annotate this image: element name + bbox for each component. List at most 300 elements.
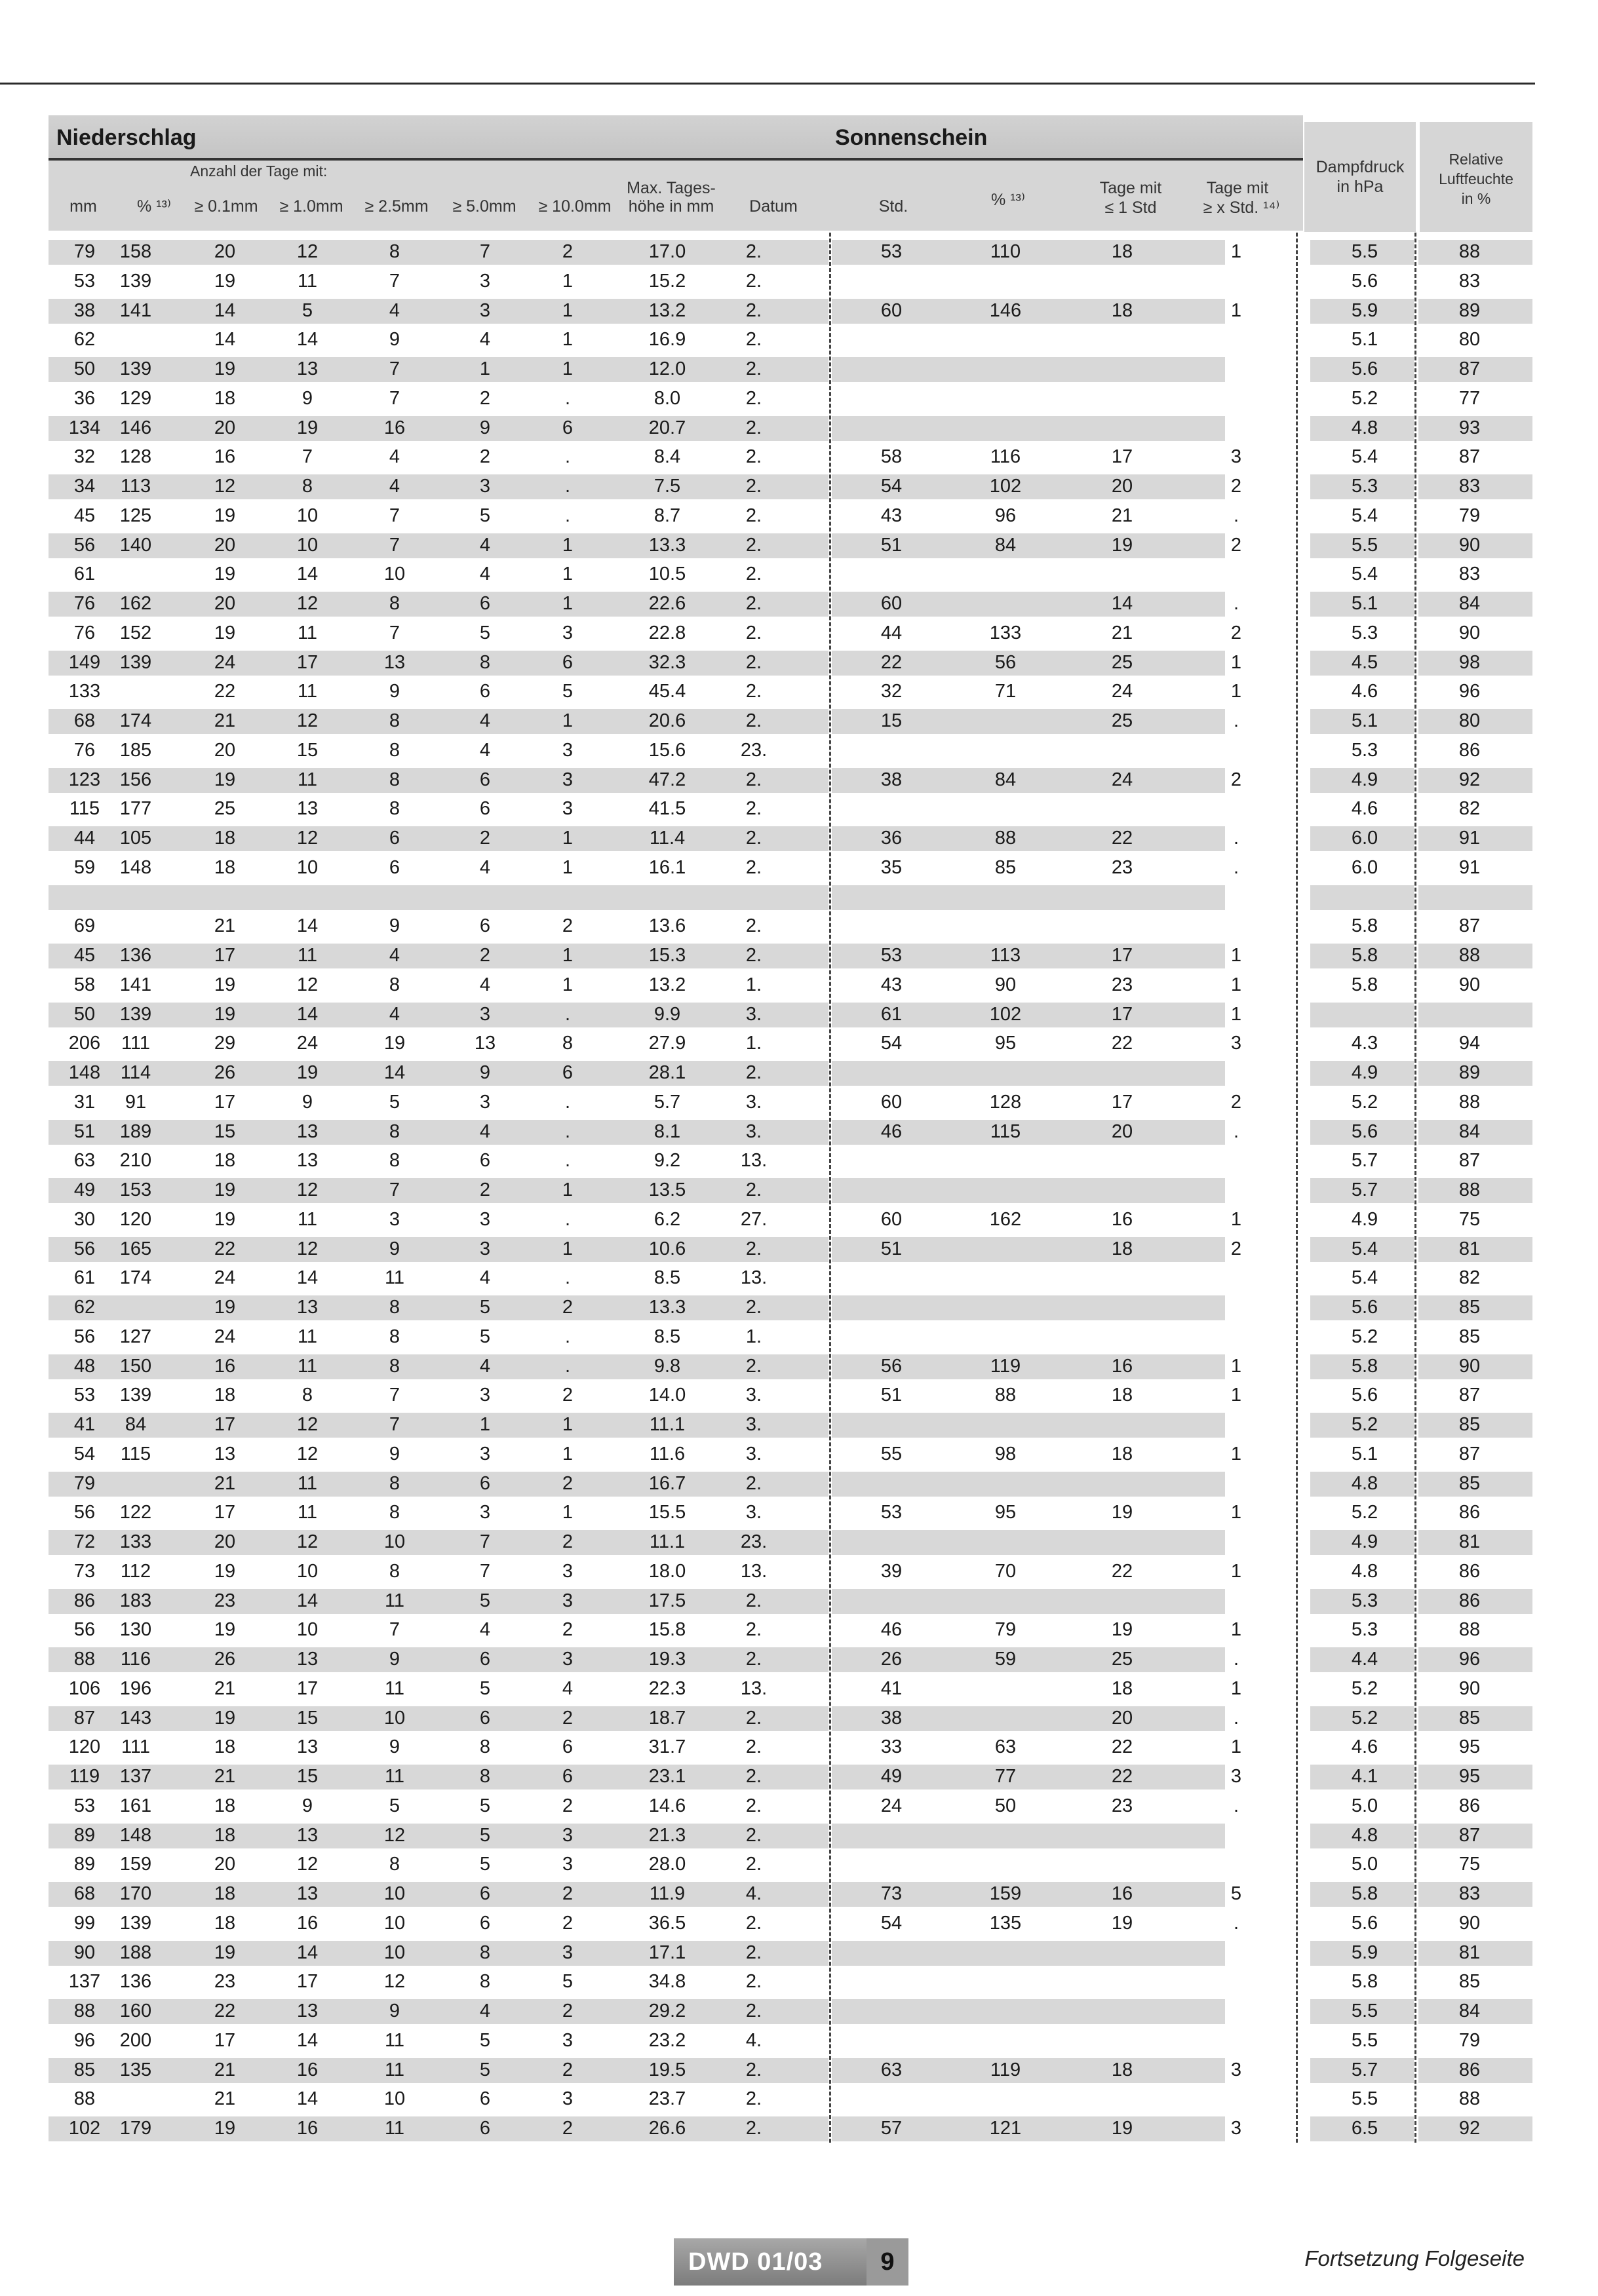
cell-datum: 2. bbox=[745, 564, 762, 585]
table-row bbox=[49, 442, 1532, 472]
cell-spct bbox=[966, 1997, 1045, 2026]
cell-ge50: 5 bbox=[479, 1326, 491, 1347]
cell-std: 54 bbox=[880, 1033, 903, 1054]
cell-tage-le1: 19 bbox=[1111, 2118, 1133, 2139]
cell-mm: 85 bbox=[73, 2059, 96, 2080]
cell-dampfdruck: 5.2 bbox=[1351, 1677, 1378, 1699]
cell-tage-le1 bbox=[1083, 354, 1161, 384]
table-row bbox=[49, 1997, 1532, 2026]
cell-spct: 110 bbox=[990, 241, 1021, 262]
cell-tage-le1: 24 bbox=[1111, 769, 1133, 790]
cell-datum: 2. bbox=[745, 2088, 762, 2110]
cell-max: 11.1 bbox=[649, 1531, 686, 1552]
cell-tage-gex: 1 bbox=[1230, 299, 1242, 321]
cell-spct: 119 bbox=[990, 1355, 1021, 1377]
cell-dampfdruck: 4.9 bbox=[1351, 1062, 1378, 1083]
cell-max: 15.6 bbox=[648, 739, 686, 761]
cell-pct: 130 bbox=[119, 1619, 152, 1641]
cell-datum: 4. bbox=[745, 2029, 762, 2051]
cell-tage-gex bbox=[1197, 1586, 1276, 1616]
cell-tage-le1 bbox=[1083, 325, 1161, 354]
cell-ge50: 5 bbox=[479, 1824, 491, 1846]
cell-max: 22.6 bbox=[648, 593, 686, 614]
cell-datum: 2. bbox=[745, 1062, 762, 1083]
cell-ge01: 19 bbox=[214, 1297, 236, 1318]
cell-dampfdruck: 4.9 bbox=[1351, 1208, 1378, 1230]
cell-ge100: . bbox=[564, 446, 571, 468]
cell-luftfeuchte: 91 bbox=[1458, 828, 1481, 849]
cell-std bbox=[852, 560, 931, 589]
table-row bbox=[49, 911, 1532, 941]
cell-max: 11.1 bbox=[649, 1414, 686, 1435]
cell-ge25: 13 bbox=[383, 651, 406, 673]
cell-std bbox=[852, 883, 931, 912]
cell-ge100 bbox=[528, 883, 607, 912]
table-row bbox=[49, 941, 1532, 970]
cell-ge25: 7 bbox=[389, 1619, 400, 1641]
cell-mm: 30 bbox=[73, 1208, 96, 1230]
dampfdruck-line2: in hPa bbox=[1336, 178, 1384, 196]
cell-dampfdruck: 5.1 bbox=[1351, 329, 1378, 351]
cell-luftfeuchte: 92 bbox=[1458, 2118, 1481, 2139]
cell-pct: 150 bbox=[119, 1355, 152, 1377]
cell-tage-gex: 2 bbox=[1230, 1091, 1242, 1113]
cell-luftfeuchte: 84 bbox=[1458, 2000, 1481, 2021]
cell-ge01: 19 bbox=[214, 1208, 236, 1230]
cell-ge01: 20 bbox=[214, 1531, 236, 1552]
cell-std: 73 bbox=[880, 1883, 903, 1904]
cell-max: 8.4 bbox=[653, 446, 681, 468]
cell-ge01: 20 bbox=[214, 241, 236, 262]
cell-ge10: 14 bbox=[296, 329, 319, 351]
cell-tage-gex: 1 bbox=[1230, 1560, 1242, 1582]
cell-tage-gex: . bbox=[1233, 856, 1239, 878]
cell-spct: 50 bbox=[994, 1795, 1017, 1816]
cell-datum: 2. bbox=[745, 1619, 762, 1641]
cell-ge01: 21 bbox=[214, 2088, 236, 2110]
ge25-header: ≥ 2.5mm bbox=[364, 197, 429, 216]
cell-ge10: 5 bbox=[302, 299, 313, 321]
cell-ge100: 2 bbox=[562, 1795, 574, 1816]
cell-ge10 bbox=[268, 883, 347, 912]
cell-ge25: 5 bbox=[389, 1795, 400, 1816]
cell-ge10: 12 bbox=[296, 241, 319, 262]
cell-tage-gex: 2 bbox=[1230, 1238, 1242, 1259]
cell-ge10: 13 bbox=[296, 358, 319, 379]
cell-ge10: 14 bbox=[296, 1003, 319, 1025]
cell-tage-gex bbox=[1197, 1410, 1276, 1440]
cell-ge10: 11 bbox=[297, 945, 318, 966]
cell-ge100: 2 bbox=[562, 1883, 574, 1904]
cell-ge50: 3 bbox=[479, 1385, 491, 1406]
cell-ge100: . bbox=[564, 1003, 571, 1025]
cell-max: 22.3 bbox=[648, 1677, 686, 1699]
table-row bbox=[49, 706, 1532, 736]
cell-tage-le1 bbox=[1083, 1938, 1161, 1968]
cell-ge25: 8 bbox=[389, 1502, 400, 1523]
cell-spct bbox=[966, 354, 1045, 384]
cell-tage-gex: . bbox=[1233, 505, 1239, 526]
cell-std: 32 bbox=[880, 681, 903, 702]
cell-ge50: 6 bbox=[479, 2088, 491, 2110]
cell-max: 15.8 bbox=[648, 1619, 686, 1641]
cell-max: 16.1 bbox=[648, 856, 686, 878]
cell-spct: 162 bbox=[989, 1208, 1022, 1230]
cell-tage-gex bbox=[1197, 736, 1276, 765]
table-row bbox=[49, 1879, 1532, 1909]
cell-luftfeuchte: 83 bbox=[1458, 1883, 1481, 1904]
cell-ge25: 7 bbox=[389, 534, 400, 556]
cell-tage-le1 bbox=[1083, 1469, 1161, 1499]
tage-gex-line2: ≥ x Std. ¹⁴⁾ bbox=[1203, 199, 1280, 217]
cell-ge100: 1 bbox=[562, 945, 574, 966]
cell-mm: 53 bbox=[73, 1795, 96, 1816]
cell-luftfeuchte: 92 bbox=[1458, 769, 1481, 790]
cell-ge10: 11 bbox=[297, 1208, 318, 1230]
cell-ge01: 26 bbox=[214, 1649, 236, 1670]
cell-max: 23.1 bbox=[648, 1766, 686, 1787]
cell-std: 46 bbox=[880, 1619, 903, 1641]
cell-pct: 105 bbox=[119, 828, 152, 849]
cell-ge25: 7 bbox=[389, 387, 400, 409]
cell-ge100: 6 bbox=[562, 417, 574, 438]
cell-tage-gex: . bbox=[1233, 710, 1239, 731]
cell-luftfeuchte: 96 bbox=[1458, 1649, 1481, 1670]
cell-spct bbox=[966, 1967, 1045, 1997]
cell-max: 11.4 bbox=[649, 828, 686, 849]
cell-ge50: 3 bbox=[479, 476, 491, 497]
table-row bbox=[49, 794, 1532, 824]
cell-mm: 45 bbox=[73, 505, 96, 526]
cell-ge25: 8 bbox=[389, 974, 400, 995]
cell-dampfdruck bbox=[1325, 1000, 1404, 1029]
cell-ge10: 17 bbox=[296, 651, 319, 673]
cell-pct: 139 bbox=[119, 651, 152, 673]
cell-max bbox=[628, 883, 707, 912]
cell-ge50: 4 bbox=[479, 1355, 491, 1377]
cell-luftfeuchte: 88 bbox=[1458, 1619, 1481, 1641]
cell-ge100: 5 bbox=[562, 1971, 574, 1993]
cell-luftfeuchte bbox=[1430, 883, 1509, 912]
cell-ge50: 9 bbox=[479, 1062, 491, 1083]
cell-pct: 188 bbox=[119, 1942, 152, 1963]
cell-ge25: 8 bbox=[389, 593, 400, 614]
cell-ge50: 13 bbox=[474, 1033, 496, 1054]
cell-datum: 2. bbox=[745, 387, 762, 409]
cell-ge01 bbox=[185, 883, 264, 912]
cell-ge25: 7 bbox=[389, 1385, 400, 1406]
cell-std: 54 bbox=[880, 1912, 903, 1934]
cell-dampfdruck: 5.9 bbox=[1351, 1942, 1378, 1963]
cell-tage-gex bbox=[1197, 1322, 1276, 1352]
cell-ge10: 13 bbox=[296, 1824, 319, 1846]
cell-datum: 2. bbox=[745, 534, 762, 556]
cell-ge25: 4 bbox=[389, 1003, 400, 1025]
cell-std: 33 bbox=[880, 1736, 903, 1758]
cell-ge100: 2 bbox=[562, 2059, 574, 2080]
cell-ge01: 26 bbox=[214, 1062, 236, 1083]
mm-header: mm bbox=[69, 197, 97, 216]
table-row bbox=[49, 1967, 1532, 1997]
cell-pct: 113 bbox=[120, 476, 151, 497]
cell-std bbox=[852, 736, 931, 765]
cell-mm: 148 bbox=[68, 1062, 101, 1083]
cell-ge25: 9 bbox=[389, 681, 400, 702]
cell-std bbox=[852, 2026, 931, 2056]
cell-ge50: 8 bbox=[479, 1736, 491, 1758]
cell-ge25: 11 bbox=[384, 2118, 405, 2139]
cell-tage-gex bbox=[1197, 354, 1276, 384]
cell-ge10: 13 bbox=[296, 1736, 319, 1758]
cell-max: 16.9 bbox=[648, 329, 686, 351]
cell-dampfdruck: 5.6 bbox=[1351, 1120, 1378, 1142]
table-row bbox=[49, 1821, 1532, 1850]
cell-spct bbox=[966, 267, 1045, 296]
cell-tage-gex: 5 bbox=[1230, 1883, 1242, 1904]
cell-ge01: 14 bbox=[214, 329, 236, 351]
cell-ge25: 10 bbox=[383, 2088, 406, 2110]
cell-mm: 56 bbox=[73, 1502, 96, 1523]
cell-ge25: 3 bbox=[389, 1208, 400, 1230]
cell-dampfdruck bbox=[1325, 883, 1404, 912]
cell-tage-le1: 16 bbox=[1111, 1208, 1133, 1230]
cell-dampfdruck: 5.5 bbox=[1351, 534, 1378, 556]
cell-std: 55 bbox=[880, 1443, 903, 1464]
cell-std: 61 bbox=[880, 1003, 903, 1025]
cell-tage-le1: 17 bbox=[1111, 945, 1133, 966]
table-row bbox=[49, 1000, 1532, 1029]
cell-tage-le1 bbox=[1083, 736, 1161, 765]
table-row bbox=[49, 1029, 1532, 1058]
cell-max: 28.1 bbox=[648, 1062, 686, 1083]
cell-mm: 87 bbox=[73, 1707, 96, 1729]
cell-max: 21.3 bbox=[648, 1824, 686, 1846]
cell-ge50: 8 bbox=[479, 651, 491, 673]
cell-mm: 56 bbox=[73, 1619, 96, 1641]
cell-ge50: 5 bbox=[479, 2029, 491, 2051]
cell-ge100: 1 bbox=[562, 270, 574, 292]
cell-pct: 156 bbox=[119, 769, 152, 790]
cell-datum: 13. bbox=[740, 1150, 768, 1172]
cell-std: 43 bbox=[880, 505, 903, 526]
cell-max: 8.5 bbox=[653, 1326, 681, 1347]
cell-datum: 3. bbox=[745, 1385, 762, 1406]
cell-ge100: 2 bbox=[562, 2000, 574, 2021]
cell-ge25: 4 bbox=[389, 299, 400, 321]
cell-ge100: . bbox=[564, 1208, 571, 1230]
cell-ge01: 21 bbox=[214, 710, 236, 731]
cell-ge01: 13 bbox=[214, 1443, 236, 1464]
cell-luftfeuchte: 87 bbox=[1458, 358, 1481, 379]
cell-tage-le1: 22 bbox=[1111, 1766, 1133, 1787]
anzahl-label: Anzahl der Tage mit: bbox=[190, 163, 328, 180]
cell-dampfdruck: 5.6 bbox=[1351, 1297, 1378, 1318]
cell-luftfeuchte: 82 bbox=[1458, 798, 1481, 820]
cell-tage-gex: 1 bbox=[1230, 241, 1242, 262]
cell-luftfeuchte: 88 bbox=[1458, 2088, 1481, 2110]
cell-tage-gex: 2 bbox=[1230, 534, 1242, 556]
cell-spct: 121 bbox=[989, 2118, 1022, 2139]
cell-ge10: 12 bbox=[296, 1414, 319, 1435]
cell-datum: 2. bbox=[745, 798, 762, 820]
cell-tage-gex bbox=[1197, 1176, 1276, 1205]
cell-mm: 51 bbox=[73, 1120, 96, 1142]
cell-spct bbox=[966, 1234, 1045, 1264]
cell-ge01: 19 bbox=[214, 2118, 236, 2139]
cell-dampfdruck: 5.2 bbox=[1351, 1326, 1378, 1347]
cell-ge50: 9 bbox=[479, 417, 491, 438]
cell-pct: 111 bbox=[121, 1033, 151, 1054]
cell-ge50: 8 bbox=[479, 1766, 491, 1787]
cell-pct: 177 bbox=[119, 798, 152, 820]
cell-spct: 88 bbox=[994, 828, 1017, 849]
cell-tage-gex: 3 bbox=[1230, 446, 1242, 468]
cell-mm: 56 bbox=[73, 534, 96, 556]
table-row bbox=[49, 1498, 1532, 1527]
cell-luftfeuchte: 83 bbox=[1458, 476, 1481, 497]
cell-max: 5.7 bbox=[653, 1091, 681, 1113]
cell-ge01: 20 bbox=[214, 417, 236, 438]
cell-mm: 120 bbox=[68, 1736, 101, 1758]
table-row bbox=[49, 1469, 1532, 1499]
cell-ge50: 5 bbox=[479, 622, 491, 643]
cell-std bbox=[852, 354, 931, 384]
cell-tage-gex bbox=[1197, 1938, 1276, 1968]
cell-ge50: 4 bbox=[479, 534, 491, 556]
cell-ge01: 17 bbox=[214, 945, 236, 966]
cell-mm: 68 bbox=[73, 710, 96, 731]
cell-std: 38 bbox=[880, 1707, 903, 1729]
cell-spct: 63 bbox=[994, 1736, 1017, 1758]
cell-spct bbox=[966, 1322, 1045, 1352]
cell-ge100: 6 bbox=[562, 651, 574, 673]
cell-ge10: 9 bbox=[302, 387, 313, 409]
table-row bbox=[49, 531, 1532, 560]
cell-ge25: 7 bbox=[389, 358, 400, 379]
cell-ge10: 9 bbox=[302, 1091, 313, 1113]
cell-ge100: 3 bbox=[562, 798, 574, 820]
cell-tage-le1 bbox=[1083, 1410, 1161, 1440]
cell-datum: 2. bbox=[745, 417, 762, 438]
cell-pct: 140 bbox=[119, 534, 152, 556]
cell-dampfdruck: 5.9 bbox=[1351, 299, 1378, 321]
cell-mm: 56 bbox=[73, 1238, 96, 1259]
cell-ge25: 8 bbox=[389, 1472, 400, 1494]
table-row bbox=[49, 1352, 1532, 1381]
cell-mm: 206 bbox=[68, 1033, 101, 1054]
cell-ge50: 5 bbox=[479, 1590, 491, 1611]
cell-ge10: 12 bbox=[296, 593, 319, 614]
cell-dampfdruck: 5.0 bbox=[1351, 1854, 1378, 1875]
cell-tage-gex: 3 bbox=[1230, 2118, 1242, 2139]
cell-dampfdruck: 4.6 bbox=[1351, 681, 1378, 702]
cell-pct: 128 bbox=[119, 446, 152, 468]
cell-mm: 58 bbox=[73, 974, 96, 995]
cell-ge50: 6 bbox=[479, 915, 491, 937]
cell-pct: 165 bbox=[119, 1238, 152, 1259]
cell-datum: 2. bbox=[745, 769, 762, 790]
cell-ge10: 12 bbox=[296, 1854, 319, 1875]
table-row bbox=[49, 824, 1532, 853]
cell-pct: 111 bbox=[121, 1736, 151, 1758]
cell-ge01: 24 bbox=[214, 1267, 236, 1289]
cell-luftfeuchte: 91 bbox=[1458, 856, 1481, 878]
cell-ge25: 5 bbox=[389, 1091, 400, 1113]
cell-dampfdruck: 5.5 bbox=[1351, 2000, 1378, 2021]
cell-ge25: 9 bbox=[389, 915, 400, 937]
cell-tage-le1: 23 bbox=[1111, 1795, 1133, 1816]
cell-max: 34.8 bbox=[648, 1971, 686, 1993]
cell-ge100: 3 bbox=[562, 1560, 574, 1582]
cell-luftfeuchte: 77 bbox=[1458, 387, 1481, 409]
cell-ge25: 10 bbox=[383, 1883, 406, 1904]
cell-datum: 3. bbox=[745, 1120, 762, 1142]
cell-tage-gex: 3 bbox=[1230, 2059, 1242, 2080]
cell-luftfeuchte: 86 bbox=[1458, 1502, 1481, 1523]
cell-max: 18.7 bbox=[648, 1707, 686, 1729]
cell-tage-gex: 1 bbox=[1230, 1385, 1242, 1406]
cell-datum: 2. bbox=[745, 1795, 762, 1816]
cell-ge10: 12 bbox=[296, 710, 319, 731]
cell-max: 6.2 bbox=[653, 1208, 681, 1230]
cell-spct: 59 bbox=[994, 1649, 1017, 1670]
cell-ge10: 10 bbox=[296, 505, 319, 526]
std-header: Std. bbox=[878, 197, 908, 216]
cell-spct bbox=[966, 1176, 1045, 1205]
cell-datum: 2. bbox=[745, 1766, 762, 1787]
cell-ge10: 16 bbox=[296, 1912, 319, 1934]
cell-std bbox=[852, 267, 931, 296]
cell-luftfeuchte: 88 bbox=[1458, 945, 1481, 966]
cell-ge10: 10 bbox=[296, 1560, 319, 1582]
cell-datum: 2. bbox=[745, 1472, 762, 1494]
cell-ge01: 19 bbox=[214, 1707, 236, 1729]
cell-mm: 59 bbox=[73, 856, 96, 878]
cell-dampfdruck: 4.9 bbox=[1351, 1531, 1378, 1552]
cell-ge10: 10 bbox=[296, 856, 319, 878]
table-row bbox=[49, 648, 1532, 678]
table-row bbox=[49, 384, 1532, 413]
cell-spct bbox=[966, 706, 1045, 736]
cell-ge100: 2 bbox=[562, 1619, 574, 1641]
cell-tage-le1: 17 bbox=[1111, 446, 1133, 468]
cell-ge50: 4 bbox=[479, 710, 491, 731]
cell-tage-le1: 18 bbox=[1111, 299, 1133, 321]
cell-luftfeuchte: 93 bbox=[1458, 417, 1481, 438]
cell-datum: 2. bbox=[745, 2118, 762, 2139]
cell-dampfdruck: 6.5 bbox=[1351, 2118, 1378, 2139]
cell-ge50: 6 bbox=[479, 769, 491, 790]
cell-datum: 2. bbox=[745, 329, 762, 351]
cell-mm: 61 bbox=[73, 564, 96, 585]
cell-max: 45.4 bbox=[648, 681, 686, 702]
cell-dampfdruck: 5.4 bbox=[1351, 505, 1378, 526]
cell-luftfeuchte: 85 bbox=[1458, 1326, 1481, 1347]
cell-std bbox=[852, 1322, 931, 1352]
cell-ge25: 8 bbox=[389, 1560, 400, 1582]
cell-ge01: 19 bbox=[214, 564, 236, 585]
cell-std: 58 bbox=[880, 446, 903, 468]
cell-std bbox=[852, 1850, 931, 1879]
cell-spct bbox=[966, 325, 1045, 354]
cell-max: 23.2 bbox=[648, 2029, 686, 2051]
cell-ge50: 7 bbox=[479, 1560, 491, 1582]
cell-ge100: 8 bbox=[562, 1033, 574, 1054]
cell-pct: 125 bbox=[119, 505, 152, 526]
cell-spct: 159 bbox=[989, 1883, 1022, 1904]
cell-luftfeuchte: 90 bbox=[1458, 1355, 1481, 1377]
cell-spct bbox=[966, 2026, 1045, 2056]
